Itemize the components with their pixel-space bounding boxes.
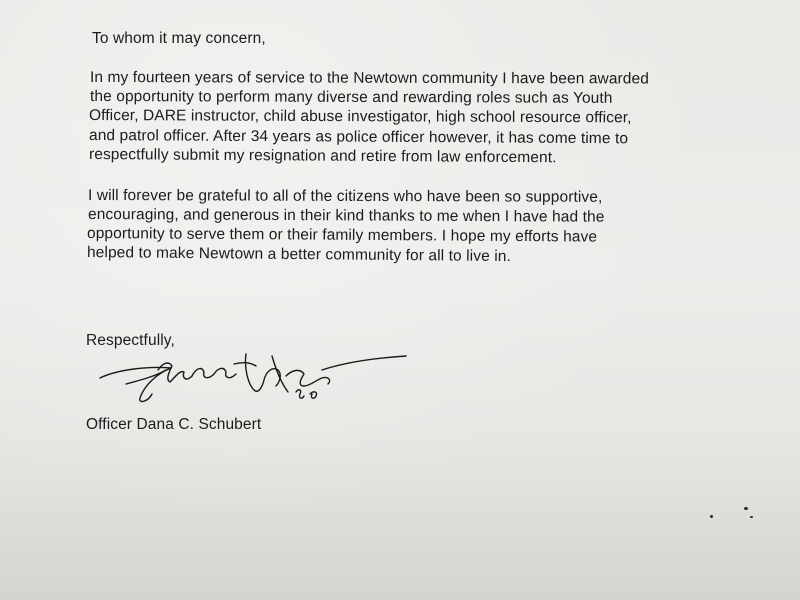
paragraph-2-line: helped to make Newtown a better community for all to live in. <box>86 244 512 266</box>
paper-speck <box>750 516 753 518</box>
signer-name: Officer Dana C. Schubert <box>86 416 262 433</box>
paper-speck <box>744 507 748 510</box>
paragraph-1-line: respectfully submit my resignation and retire from law enforcement. <box>88 146 557 167</box>
paragraph-1-line: the opportunity to perform many diverse and rewarding roles such as Youth <box>89 88 613 107</box>
closing: Respectfully, <box>86 332 175 349</box>
paragraph-2-line: opportunity to serve them or their family members. I hope my efforts have <box>86 225 598 246</box>
paragraph-2-line: encouraging, and generous in their kind thanks to me when I have had the <box>87 206 605 226</box>
paper-speck <box>710 515 713 518</box>
paragraph-1-line: In my fourteen years of service to the Newtown community I have been awarded <box>89 69 650 88</box>
paragraph-2-line: I will forever be grateful to all of the citizens who have been so supportive, <box>87 187 603 206</box>
paragraph-1-line: and patrol officer. After 34 years as police officer however, it has come time to <box>88 127 629 148</box>
paragraph-1-line: Officer, DARE instructor, child abuse investigator, high school resource officer, <box>88 107 632 127</box>
handwritten-signature <box>96 340 416 410</box>
salutation: To whom it may concern, <box>92 30 266 47</box>
